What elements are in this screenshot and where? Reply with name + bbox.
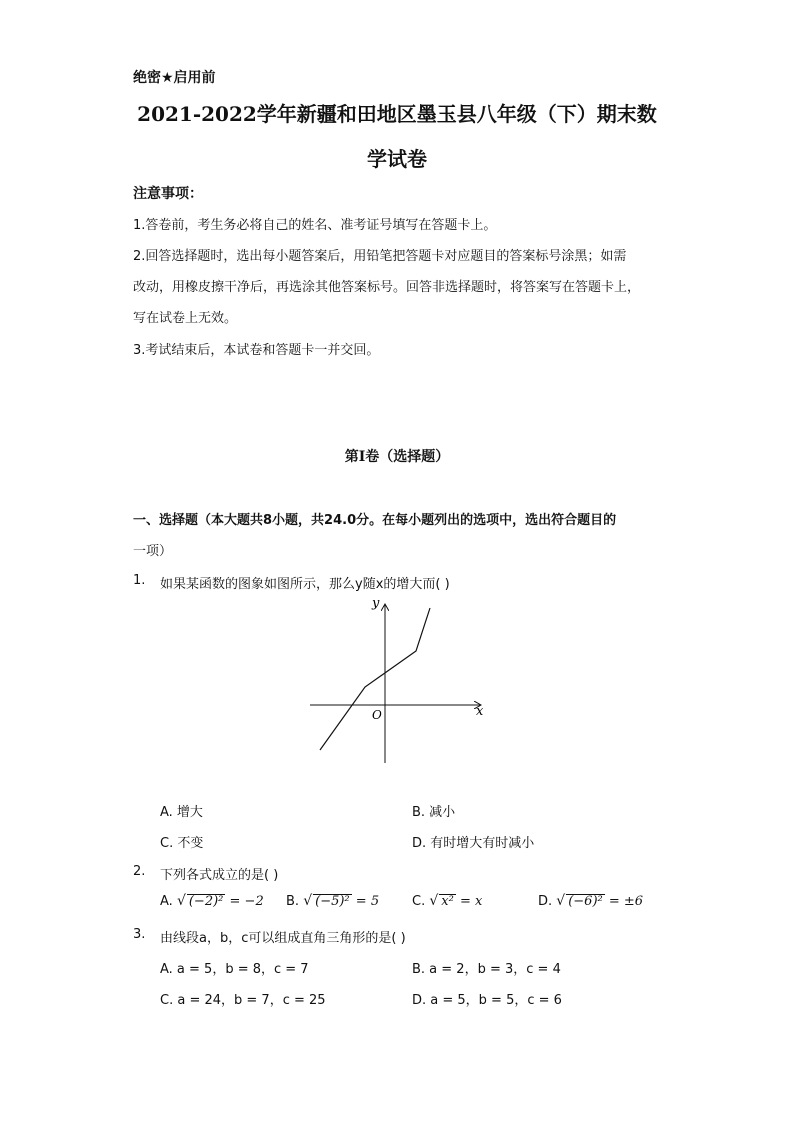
function-graph: [308, 595, 498, 765]
expression-rest: = x: [455, 894, 483, 909]
radicand: x²: [441, 894, 454, 909]
section-heading: 一、选择题（本大题共8小题，共24.0分。在每小题列出的选项中，选出符合题目的: [133, 513, 617, 528]
origin-label: O: [372, 708, 382, 722]
option-b[interactable]: [286, 893, 379, 909]
option-d[interactable]: D. 有时增大有时减小: [412, 836, 535, 851]
sqrt-symbol: √: [176, 893, 186, 909]
expression-rest: = −2: [225, 894, 264, 909]
option-a[interactable]: A. 增大: [160, 805, 203, 820]
exam-title-line1: 2021-2022学年新疆和田地区墨玉县八年级（下）期末数: [137, 102, 657, 126]
notice-line: 写在试卷上无效。: [133, 311, 238, 326]
option-d[interactable]: D. a = 5，b = 5，c = 6: [412, 993, 562, 1008]
radicand: (−6)²: [568, 894, 603, 909]
sqrt-symbol: √: [303, 893, 313, 909]
question-number: 3.: [133, 927, 146, 942]
option-letter: C.: [412, 894, 426, 909]
notice-line: 2.回答选择题时，选出每小题答案后，用铅笔把答题卡对应题目的答案标号涂黑；如需: [133, 249, 627, 264]
option-a[interactable]: A. a = 5，b = 8，c = 7: [160, 962, 309, 977]
option-letter: B.: [286, 894, 300, 909]
option-letter: D.: [538, 894, 553, 909]
x-axis-label: x: [476, 704, 484, 719]
radicand: (−2)²: [188, 894, 224, 909]
question-text: 由线段a，b，c可以组成直角三角形的是( ): [160, 931, 406, 946]
sqrt-symbol: √: [429, 893, 439, 909]
confidential-mark: 绝密★启用前: [133, 70, 216, 86]
sqrt-symbol: √: [556, 893, 566, 909]
option-b[interactable]: B. a = 2，b = 3，c = 4: [412, 962, 561, 977]
function-curve: [320, 608, 430, 750]
option-a[interactable]: [160, 893, 264, 909]
section-heading-cont: 一项）: [133, 544, 173, 559]
question-text: 如果某函数的图象如图所示，那么y随x的增大而( ): [160, 577, 450, 592]
expression-rest: = ±6: [604, 894, 644, 909]
expression-rest: = 5: [351, 894, 380, 909]
notice-line: 改动，用橡皮擦干净后，再选涂其他答案标号。回答非选择题时，将答案写在答题卡上，: [133, 280, 641, 295]
option-c[interactable]: [412, 893, 482, 909]
radicand: (−5)²: [315, 894, 350, 909]
y-axis-label: y: [372, 596, 380, 611]
notice-line: 1.答卷前，考生务必将自己的姓名、准考证号填写在答题卡上。: [133, 218, 497, 233]
notice-line: 3.考试结束后，本试卷和答题卡一并交回。: [133, 343, 380, 358]
notice-title: 注意事项：: [133, 186, 203, 202]
option-letter: A.: [160, 894, 173, 909]
volume-title: 第Ⅰ卷（选择题）: [344, 449, 450, 465]
option-d[interactable]: [538, 893, 643, 909]
option-b[interactable]: B. 减小: [412, 805, 456, 820]
option-c[interactable]: C. 不变: [160, 836, 204, 851]
question-number: 2.: [133, 864, 146, 879]
option-c[interactable]: C. a = 24，b = 7，c = 25: [160, 993, 326, 1008]
exam-title-line2: 学试卷: [367, 147, 427, 171]
question-number: 1.: [133, 573, 146, 588]
question-text: 下列各式成立的是( ): [160, 868, 279, 883]
